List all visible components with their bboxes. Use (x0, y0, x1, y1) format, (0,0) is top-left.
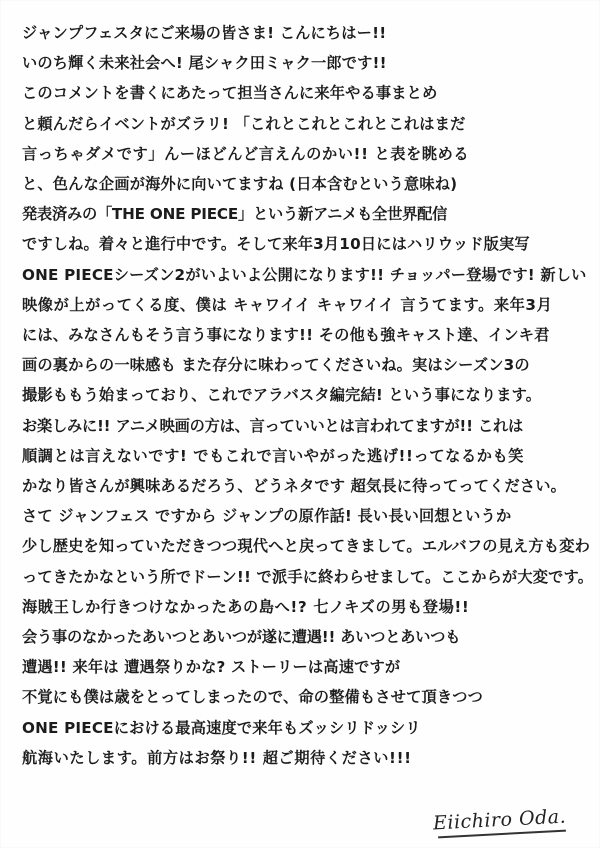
text-line: 発表済みの「THE ONE PIECE」という新アニメも全世界配信 (22, 205, 448, 224)
text-line: 画の裏からの一味感も また存分に味わってくださいね。実はシーズン3の (22, 356, 530, 375)
handwritten-body (22, 18, 594, 773)
text-line: 海賊王しか行きつけなかったあの島へ!? 七ノキズの男も登場!! (22, 597, 470, 616)
text-line: 順調とは言えないです! でもこれで言いやがった逃げ!!ってなるかも笑 (22, 446, 525, 465)
text-line: 撮影ももう始まっており、これでアラバスタ編完結! という事になります。 (22, 386, 542, 405)
text-line: いのち輝く未来社会へ! 尾シャク田ミャク一郎です!! (22, 54, 387, 73)
text-line: ですしね。着々と進行中です。そして来年3月10日にはハリウッド版実写 (22, 235, 530, 254)
text-line: ジャンプフェスタにご来場の皆さま! こんにちはー!! (22, 24, 387, 42)
text-line: お楽しみに!! アニメ映画の方は、言っていいとは言われてますが!! これは (22, 416, 523, 435)
text-line: 航海いたします。前方はお祭り!! 超ご期待ください!!! (22, 748, 412, 767)
text-line: 映像が上がってくる度、僕は キャワイイ キャワイイ 言うてます。来年3月 (22, 295, 553, 314)
text-line: と頼んだらイベントがズラリ! 「これとこれとこれとこれはまだ (22, 114, 466, 133)
text-line: このコメントを書くにあたって担当さんに来年やる事まとめ (22, 84, 438, 103)
text-line: かなり皆さんが興味あるだろう、どうネタです 超気長に待ってってください。 (22, 477, 567, 496)
text-line: 不覚にも僕は歳をとってしまったので、命の整備もさせて頂きつつ (22, 688, 484, 707)
text-line: には、みなさんもそう言う事になります!! その他も強キャスト達、インキ君 (22, 326, 550, 345)
text-line: 遭遇!! 来年は 遭遇祭りかな? ストーリーは高速ですが (22, 658, 401, 677)
text-line: と、色んな企画が海外に向いてますね (日本含むという意味ね) (22, 175, 458, 194)
text-line: さて ジャンフェス ですから ジャンプの原作話! 長い長い回想というか (22, 507, 512, 526)
signature-block (432, 805, 567, 835)
text-line: 言っちゃダメです」んーほどんど言えんのかい!! と表を眺める (22, 144, 470, 163)
text-line: 会う事のなかったあいつとあいつが遂に遭遇!! あいつとあいつも (22, 628, 461, 647)
text-line: 少し歴史を知っていただきつつ現代へと戻ってきまして。エルバフの見え方も変わ (22, 537, 590, 556)
text-line: ONE PIECEシーズン2がいよいよ公開になります!! チョッパー登場です! 新しい (22, 265, 587, 284)
text-line: ONE PIECEにおける最高速度で来年もズッシリドッシリ (22, 718, 421, 737)
text-line: ってきたかなという所でドーン!! で派手に終わらせまして。ここからが大変です。 (22, 567, 594, 586)
author-signature: Eiichiro Oda. (432, 805, 567, 834)
